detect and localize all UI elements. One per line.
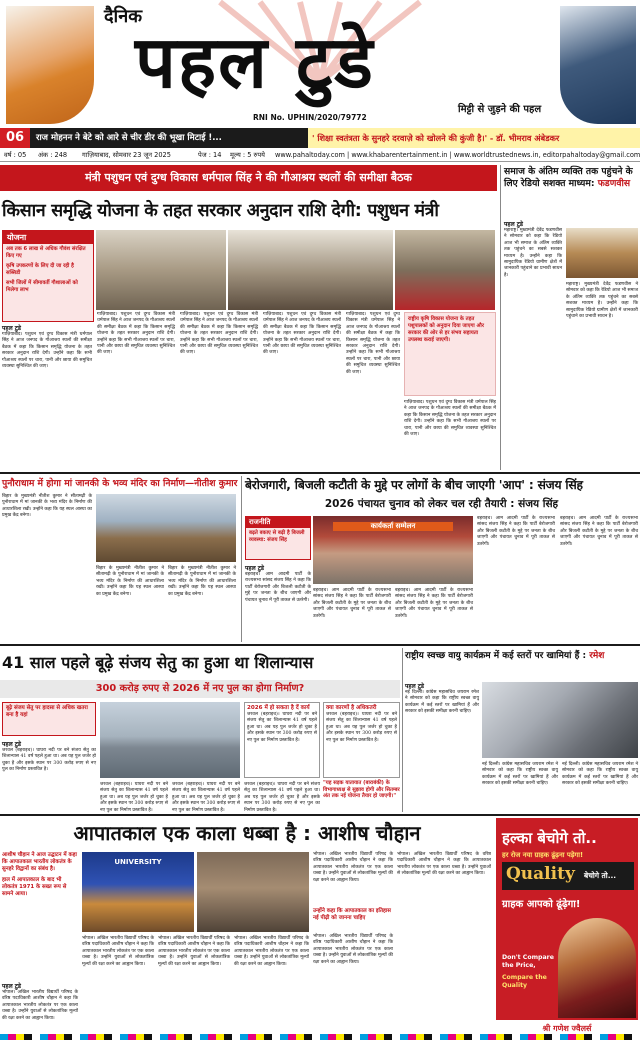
- pune-body-col-3: बिहार के मुख्यमंत्री नीतीश कुमार ने सीतामढ़ी के पुनौराधाम में मां जानकी के भव्य मंदिर के निर्माण की आधारशिला रखी। उन्होंने कहा कि यह स्थल आस्था का प्रमुख केंद्र बनेगा।: [168, 566, 236, 597]
- masthead-right-portrait: [560, 6, 636, 124]
- emergency-photo-caption: UNIVERSITY: [114, 858, 162, 866]
- ad-top-line-2: हर रोज नया ग्राहक ढूंढ़ना पड़ेगा!: [502, 851, 584, 859]
- lead-body-col-3: गाज़ियाबाद। पशुधन एवं दुग्ध विकास मंत्री धर्मपाल सिंह ने आज जनपद के गौआश्रय स्थलों की समीक्षा बैठक में कहा कि किसान समृद्धि योजना के तहत सरकार अनुदान राशि देगी। उन्होंने कहा कि सभी गौआश्रय स्थलों पर चारा, पानी और छाया की समुचित व्यवस्था सुनिश्चित की जाए।: [180, 312, 258, 356]
- side-headline-text: समाज के अंतिम व्यक्ति तक पहुंचने के लिए रेडियो सशक्त माध्यम:: [504, 166, 633, 189]
- section-rule: [0, 644, 640, 646]
- ad-quality-banner: [502, 862, 634, 890]
- aap-body-col-5: बहराइच। आम आदमी पार्टी के राज्यसभा सांसद संजय सिंह ने कहा कि पार्टी बेरोजगारी और बिजली कटौती के मुद्दे पर जनता के बीच जाएगी और पंचायत चुनाव में पूरी ताकत से उतरेगी।: [560, 516, 638, 547]
- emergency-body-col-4: भोपाल। अखिल भारतीय विद्यार्थी परिषद के वरिष्ठ पदाधिकारी आशीष चौहान ने कहा कि आपातकाल भारतीय लोकतंत्र पर एक काला धब्बा है। उन्होंने युवाओं से लोकतांत्रिक मूल्यों की रक्षा करने का आह्वान किया।: [234, 936, 309, 967]
- side-headline-highlight: फडणवीस: [597, 178, 631, 189]
- emergency-bullet: हाल में आपातकाल के बाद भी लोकतंत्र 1971 के सख्त रूप से सामने आया।: [2, 877, 67, 897]
- side-story-photo: [566, 228, 638, 278]
- bridge-note-2-body: जरवल (बहराइच)। घाघरा नदी पर बने संजय सेतु का शिलान्यास 41 वर्ष पहले हुआ था। अब यह पुल जर्जर हो चुका है और इसके स्थान पर 300 करोड़ रुपए से नए पुल का निर्माण प्रस्तावित है।: [326, 712, 397, 743]
- masthead-tagline: मिट्टी से जुड़ने की पहल: [458, 104, 542, 115]
- ad-top-line-1: हल्का बेचोगे तो..: [502, 829, 597, 847]
- yojana-item: अब तक 6 लाख से अधिक गौवंश संरक्षित किए गए: [6, 246, 86, 259]
- bridge-story-byline: पहल टुडे: [2, 741, 21, 748]
- aap-body-col-1: बहराइच। आम आदमी पार्टी के राज्यसभा सांसद संजय सिंह ने कहा कि पार्टी बेरोजगारी और बिजली कटौती के मुद्दे पर जनता के बीच जाएगी और पंचायत चुनाव में पूरी ताकत से उतरेगी।: [245, 572, 311, 603]
- emergency-body-col-5: भोपाल। अखिल भारतीय विद्यार्थी परिषद के वरिष्ठ पदाधिकारी आशीष चौहान ने कहा कि आपातकाल भारतीय लोकतंत्र पर एक काला धब्बा है। उन्होंने युवाओं से लोकतांत्रिक मूल्यों की रक्षा करने का आह्वान किया।: [313, 852, 393, 883]
- air-headline-text: राष्ट्रीय स्वच्छ वायु कार्यक्रम में कई स्तरों पर खामियां हैं :: [405, 651, 587, 661]
- bridge-note-2: [323, 702, 400, 778]
- jewellery-advertisement[interactable]: [496, 818, 638, 1038]
- emergency-bullets: [2, 852, 78, 980]
- aap-body-col-2: बहराइच। आम आदमी पार्टी के राज्यसभा सांसद संजय सिंह ने कहा कि पार्टी बेरोजगारी और बिजली कटौती के मुद्दे पर जनता के बीच जाएगी और पंचायत चुनाव में पूरी ताकत से उतरेगी।: [313, 588, 391, 619]
- lead-photo-meeting-1: [96, 230, 226, 310]
- column-divider: [241, 476, 242, 642]
- aap-rajneeti-box: [245, 516, 311, 560]
- bridge-story-subhead: 300 करोड़ रुपए से 2026 में नए पुल का होगा निर्माण?: [0, 680, 400, 698]
- air-headline-highlight: रमेश: [589, 651, 605, 661]
- air-story-photo: [482, 682, 638, 758]
- bridge-body-col-1: जरवल (बहराइच)। घाघरा नदी पर बने संजय सेतु का शिलान्यास 41 वर्ष पहले हुआ था। अब यह पुल जर्जर हो चुका है और इसके स्थान पर 300 करोड़ रुपए से नए पुल का निर्माण प्रस्तावित है।: [2, 748, 96, 773]
- bridge-body-col-3: जरवल (बहराइच)। घाघरा नदी पर बने संजय सेतु का शिलान्यास 41 वर्ष पहले हुआ था। अब यह पुल जर्जर हो चुका है और इसके स्थान पर 300 करोड़ रुपए से नए पुल का निर्माण प्रस्तावित है।: [172, 782, 240, 813]
- air-body-col-1: नई दिल्ली। कांग्रेस महासचिव जयराम रमेश ने सोमवार को कहा कि राष्ट्रीय स्वच्छ वायु कार्यक्रम में कई स्तरों पर खामियां हैं और सरकार को इसकी समीक्षा करनी चाहिए।: [405, 690, 479, 715]
- masthead-title: पहल टुडे: [135, 20, 375, 104]
- lead-quote-text: राष्ट्रीय कृषि विकास योजना के तहत पशुपालकों को अनुदान दिया जाएगा और सरकार की ओर से हर संभव सहायता उपलब्ध कराई जाएगी।: [408, 316, 484, 343]
- rajneeti-box-title: राजनीति: [246, 517, 310, 528]
- ad-quality-word: Quality: [506, 864, 575, 884]
- air-story-headline: [405, 650, 638, 678]
- side-story-body-col-2: महाराष्ट्र। मुख्यमंत्री देवेंद्र फडणवीस ने सोमवार को कहा कि रेडियो आज भी समाज के अंतिम व्यक्ति तक पहुंचने का सबसे सशक्त माध्यम है। उन्होंने कहा कि सामुदायिक रेडियो ग्रामीण क्षेत्रों में जानकारी पहुंचाने का प्रभावी साधन है।: [566, 282, 638, 320]
- emergency-story-headline: आपातकाल एक काला धब्बा है : आशीष चौहान: [73, 821, 421, 845]
- lead-body-col-4: गाज़ियाबाद। पशुधन एवं दुग्ध विकास मंत्री धर्मपाल सिंह ने आज जनपद के गौआश्रय स्थलों की समीक्षा बैठक में कहा कि किसान समृद्धि योजना के तहत सरकार अनुदान राशि देगी। उन्होंने कहा कि सभी गौआश्रय स्थलों पर चारा, पानी और छाया की समुचित व्यवस्था सुनिश्चित की जाए।: [263, 312, 341, 356]
- bridge-quote: "यह सड़क यातायात (बाराबंकी) के विभागाध्यक्ष से सुझाव होगी और सितम्बर अंत तक नई योजना तैयार हो जाएगी।": [323, 780, 400, 800]
- bridge-body-col-4: जरवल (बहराइच)। घाघरा नदी पर बने संजय सेतु का शिलान्यास 41 वर्ष पहले हुआ था। अब यह पुल जर्जर हो चुका है और इसके स्थान पर 300 करोड़ रुपए से नए पुल का निर्माण प्रस्तावित है।: [244, 782, 320, 813]
- column-divider: [402, 648, 403, 812]
- lead-photo-meeting-2: [228, 230, 393, 310]
- ad-brand-name: श्री गणेश ज्वैलर्स: [496, 1020, 638, 1038]
- air-story-byline: पहल टुडे: [405, 683, 424, 690]
- pune-story-headline: पुनौराधाम में होगा मां जानकी के भव्य मंदिर का निर्माण—नीतीश कुमार: [2, 478, 238, 489]
- emergency-highlight: उन्होंने कहा कि आपातकाल का इतिहास नई पीढ़ी को जानना चाहिए: [313, 908, 391, 921]
- side-story-byline: पहल टुडे: [504, 221, 523, 228]
- bridge-story-headline: 41 साल पहले बूढ़े संजय सेतु का हुआ था शिलान्यास: [2, 653, 314, 672]
- lead-body-col-6: गाज़ियाबाद। पशुधन एवं दुग्ध विकास मंत्री धर्मपाल सिंह ने आज जनपद के गौआश्रय स्थलों की समीक्षा बैठक में कहा कि किसान समृद्धि योजना के तहत सरकार अनुदान राशि देगी। उन्होंने कहा कि सभी गौआश्रय स्थलों पर चारा, पानी और छाया की समुचित व्यवस्था सुनिश्चित की जाए।: [404, 400, 496, 438]
- aap-photo-banner: कार्यकर्ता सम्मेलन: [333, 522, 453, 531]
- ticker-right-quote: ' शिक्षा स्वतंत्रता के सुनहरे दरवाज़े को खोलने की कुंजी है।' - डॉ. भीमराव अंबेडकर: [308, 128, 640, 148]
- air-body-col-3: नई दिल्ली। कांग्रेस महासचिव जयराम रमेश ने सोमवार को कहा कि राष्ट्रीय स्वच्छ वायु कार्यक्रम में कई स्तरों पर खामियां हैं और सरकार को इसकी समीक्षा करनी चाहिए।: [562, 762, 638, 787]
- bridge-photo: [100, 702, 240, 778]
- ad-bottom-line-1: Don't Compare the Price,: [502, 954, 554, 969]
- aap-story-byline: पहल टुडे: [245, 565, 264, 572]
- yojana-box-title: योजना: [3, 231, 93, 244]
- masthead-small-title: दैनिक: [104, 6, 143, 27]
- aap-rally-photo: [313, 516, 473, 584]
- pune-body-col-2: बिहार के मुख्यमंत्री नीतीश कुमार ने सीतामढ़ी के पुनौराधाम में मां जानकी के भव्य मंदिर के निर्माण की आधारशिला रखी। उन्होंने कहा कि यह स्थल आस्था का प्रमुख केंद्र बनेगा।: [96, 566, 164, 597]
- ad-mid-line: ग्राहक आपको ढूंढ़ेगा!: [502, 899, 581, 910]
- bridge-alert-text: बूढ़े संजय सेतु पर हादसा से अधिक खतरा बना है यहां: [6, 705, 88, 718]
- lead-kicker: मंत्री पशुधन एवं दुग्ध विकास धर्मपाल सिंह ने की गौआश्रय स्थलों की समीक्षा बैठक: [0, 165, 497, 191]
- side-story-headline: [504, 166, 638, 190]
- side-story-body-col-1: महाराष्ट्र। मुख्यमंत्री देवेंद्र फडणवीस ने सोमवार को कहा कि रेडियो आज भी समाज के अंतिम व्यक्ति तक पहुंचने का सबसे सशक्त माध्यम है। उन्होंने कहा कि सामुदायिक रेडियो ग्रामीण क्षेत्रों में जानकारी पहुंचाने का प्रभावी साधन है।: [504, 228, 562, 278]
- aap-story-subhead: 2026 पंचायत चुनाव को लेकर चल रही तैयारी : संजय सिंह: [324, 498, 559, 510]
- emergency-body-col-6: भोपाल। अखिल भारतीय विद्यार्थी परिषद के वरिष्ठ पदाधिकारी आशीष चौहान ने कहा कि आपातकाल भारतीय लोकतंत्र पर एक काला धब्बा है। उन्होंने युवाओं से लोकतांत्रिक मूल्यों की रक्षा करने का आह्वान किया।: [313, 934, 393, 965]
- emergency-photo-event: [197, 852, 309, 932]
- lead-yojana-box: [2, 230, 94, 322]
- masthead-left-portrait: [6, 6, 94, 124]
- bridge-note-1-body: जरवल (बहराइच)। घाघरा नदी पर बने संजय सेतु का शिलान्यास 41 वर्ष पहले हुआ था। अब यह पुल जर्जर हो चुका है और इसके स्थान पर 300 करोड़ रुपए से नए पुल का निर्माण प्रस्तावित है।: [247, 712, 317, 743]
- bridge-note-2-title: क्या कारणों है अधिकतरी: [326, 705, 377, 711]
- lead-quote-box: [404, 312, 496, 396]
- aap-story-headline: बेरोजगारी, बिजली कटौती के मुद्दे पर लोगों के बीच जाएगी 'आप' : संजय सिंह: [245, 478, 583, 492]
- emergency-bullet: आशीष चौहान ने आज उद्घाटन में कहा कि आपातकाल भारतीय लोकतंत्र के सुनहरे विद्वानों का संबंध है।: [2, 852, 77, 872]
- lead-body-col-2: गाज़ियाबाद। पशुधन एवं दुग्ध विकास मंत्री धर्मपाल सिंह ने आज जनपद के गौआश्रय स्थलों की समीक्षा बैठक में कहा कि किसान समृद्धि योजना के तहत सरकार अनुदान राशि देगी। उन्होंने कहा कि सभी गौआश्रय स्थलों पर चारा, पानी और छाया की समुचित व्यवस्था सुनिश्चित की जाए।: [97, 312, 175, 356]
- ad-bottom-line-2: Compare the Quality: [502, 974, 547, 989]
- bridge-body-col-2: जरवल (बहराइच)। घाघरा नदी पर बने संजय सेतु का शिलान्यास 41 वर्ष पहले हुआ था। अब यह पुल जर्जर हो चुका है और इसके स्थान पर 300 करोड़ रुपए से नए पुल का निर्माण प्रस्तावित है।: [100, 782, 168, 813]
- emergency-photo-stage: [82, 852, 194, 932]
- meta-websites[interactable]: www.pahaltoday.com | www.khabarentertainment.in | www.worldtrustednews.in, editorpahaltoday@gmail.com: [275, 151, 640, 159]
- section-rule: [0, 472, 640, 474]
- bridge-note-1: [244, 702, 320, 778]
- lead-body-col-5: गाज़ियाबाद। पशुधन एवं दुग्ध विकास मंत्री धर्मपाल सिंह ने आज जनपद के गौआश्रय स्थलों की समीक्षा बैठक में कहा कि किसान समृद्धि योजना के तहत सरकार अनुदान राशि देगी। उन्होंने कहा कि सभी गौआश्रय स्थलों पर चारा, पानी और छाया की समुचित व्यवस्था सुनिश्चित की जाए।: [346, 312, 400, 375]
- emergency-body-col-2: भोपाल। अखिल भारतीय विद्यार्थी परिषद के वरिष्ठ पदाधिकारी आशीष चौहान ने कहा कि आपातकाल भारतीय लोकतंत्र पर एक काला धब्बा है। उन्होंने युवाओं से लोकतांत्रिक मूल्यों की रक्षा करने का आह्वान किया।: [82, 936, 154, 967]
- page-number: 06: [0, 128, 30, 148]
- aap-body-col-3: बहराइच। आम आदमी पार्टी के राज्यसभा सांसद संजय सिंह ने कहा कि पार्टी बेरोजगारी और बिजली कटौती के मुद्दे पर जनता के बीच जाएगी और पंचायत चुनाव में पूरी ताकत से उतरेगी।: [395, 588, 473, 619]
- yojana-item: कृषि उपकरणों के लिए दी जा रही है सब्सिडी: [6, 263, 74, 276]
- meta-row: [0, 148, 640, 162]
- emergency-byline: पहल टुडे: [2, 983, 21, 990]
- emergency-body-col-7: भोपाल। अखिल भारतीय विद्यार्थी परिषद के वरिष्ठ पदाधिकारी आशीष चौहान ने कहा कि आपातकाल भारतीय लोकतंत्र पर एक काला धब्बा है। उन्होंने युवाओं से लोकतांत्रिक मूल्यों की रक्षा करने का आह्वान किया।: [397, 852, 491, 877]
- lead-byline: पहल टुडे: [2, 325, 21, 332]
- bridge-note-1-title: 2026 में हो सकता है दें कार्य: [247, 705, 310, 711]
- emergency-body-col-1: भोपाल। अखिल भारतीय विद्यार्थी परिषद के वरिष्ठ पदाधिकारी आशीष चौहान ने कहा कि आपातकाल भारतीय लोकतंत्र पर एक काला धब्बा है। उन्होंने युवाओं से लोकतांत्रिक मूल्यों की रक्षा करने का आह्वान किया।: [2, 990, 78, 1021]
- yojana-item: सभी जिलों में सीमावर्ती गौशालाओं को मिलेगा लाभ: [6, 280, 78, 293]
- lead-body-col-1: गाज़ियाबाद। पशुधन एवं दुग्ध विकास मंत्री धर्मपाल सिंह ने आज जनपद के गौआश्रय स्थलों की समीक्षा बैठक में कहा कि किसान समृद्धि योजना के तहत सरकार अनुदान राशि देगी। उन्होंने कहा कि सभी गौआश्रय स्थलों पर चारा, पानी और छाया की समुचित व्यवस्था सुनिश्चित की जाए।: [2, 332, 92, 370]
- ticker-left-text: राज मोहनन ने बेटे को आरे से चीर डीर की भूखा मिटाई !...: [36, 133, 222, 143]
- rni-number: RNI No. UPHIN/2020/79772: [253, 113, 367, 122]
- meta-pages: पेज : 14: [198, 151, 222, 159]
- lead-photo-meeting-3: [395, 230, 495, 310]
- emergency-body-col-3: भोपाल। अखिल भारतीय विद्यार्थी परिषद के वरिष्ठ पदाधिकारी आशीष चौहान ने कहा कि आपातकाल भारतीय लोकतंत्र पर एक काला धब्बा है। उन्होंने युवाओं से लोकतांत्रिक मूल्यों की रक्षा करने का आह्वान किया।: [158, 936, 230, 967]
- bridge-alert-box: [2, 702, 96, 736]
- meta-place-date: गाज़ियाबाद, सोमवार 23 जून 2025: [82, 151, 171, 159]
- meta-price: मूल्य : 5 रुपये: [230, 151, 265, 159]
- column-divider: [500, 165, 501, 470]
- ad-quality-tail: बेचोगे तो...: [584, 871, 617, 880]
- pune-temple-photo: [96, 494, 236, 562]
- meta-issue: अंक : 248: [38, 151, 68, 159]
- air-body-col-2: नई दिल्ली। कांग्रेस महासचिव जयराम रमेश ने सोमवार को कहा कि राष्ट्रीय स्वच्छ वायु कार्यक्रम में कई स्तरों पर खामियां हैं और सरकार को इसकी समीक्षा करनी चाहिए।: [482, 762, 558, 787]
- aap-body-col-4: बहराइच। आम आदमी पार्टी के राज्यसभा सांसद संजय सिंह ने कहा कि पार्टी बेरोजगारी और बिजली कटौती के मुद्दे पर जनता के बीच जाएगी और पंचायत चुनाव में पूरी ताकत से उतरेगी।: [477, 516, 555, 547]
- print-color-strip: [0, 1034, 640, 1040]
- rajneeti-box-item: बढ़ते बकाए से बढ़ी है बिजली व्यवस्था: संजय सिंह: [249, 530, 305, 543]
- ticker-bar: [0, 128, 640, 148]
- masthead: [0, 0, 640, 128]
- lead-headline: किसान समृद्धि योजना के तहत सरकार अनुदान राशि देगी: पशुधन मंत्री: [2, 201, 439, 221]
- ad-jewellery-model: [558, 918, 636, 1018]
- meta-year: वर्ष : 05: [4, 151, 27, 159]
- pune-body-col-1: बिहार के मुख्यमंत्री नीतीश कुमार ने सीतामढ़ी के पुनौराधाम में मां जानकी के भव्य मंदिर के निर्माण की आधारशिला रखी। उन्होंने कहा कि यह स्थल आस्था का प्रमुख केंद्र बनेगा।: [2, 494, 92, 519]
